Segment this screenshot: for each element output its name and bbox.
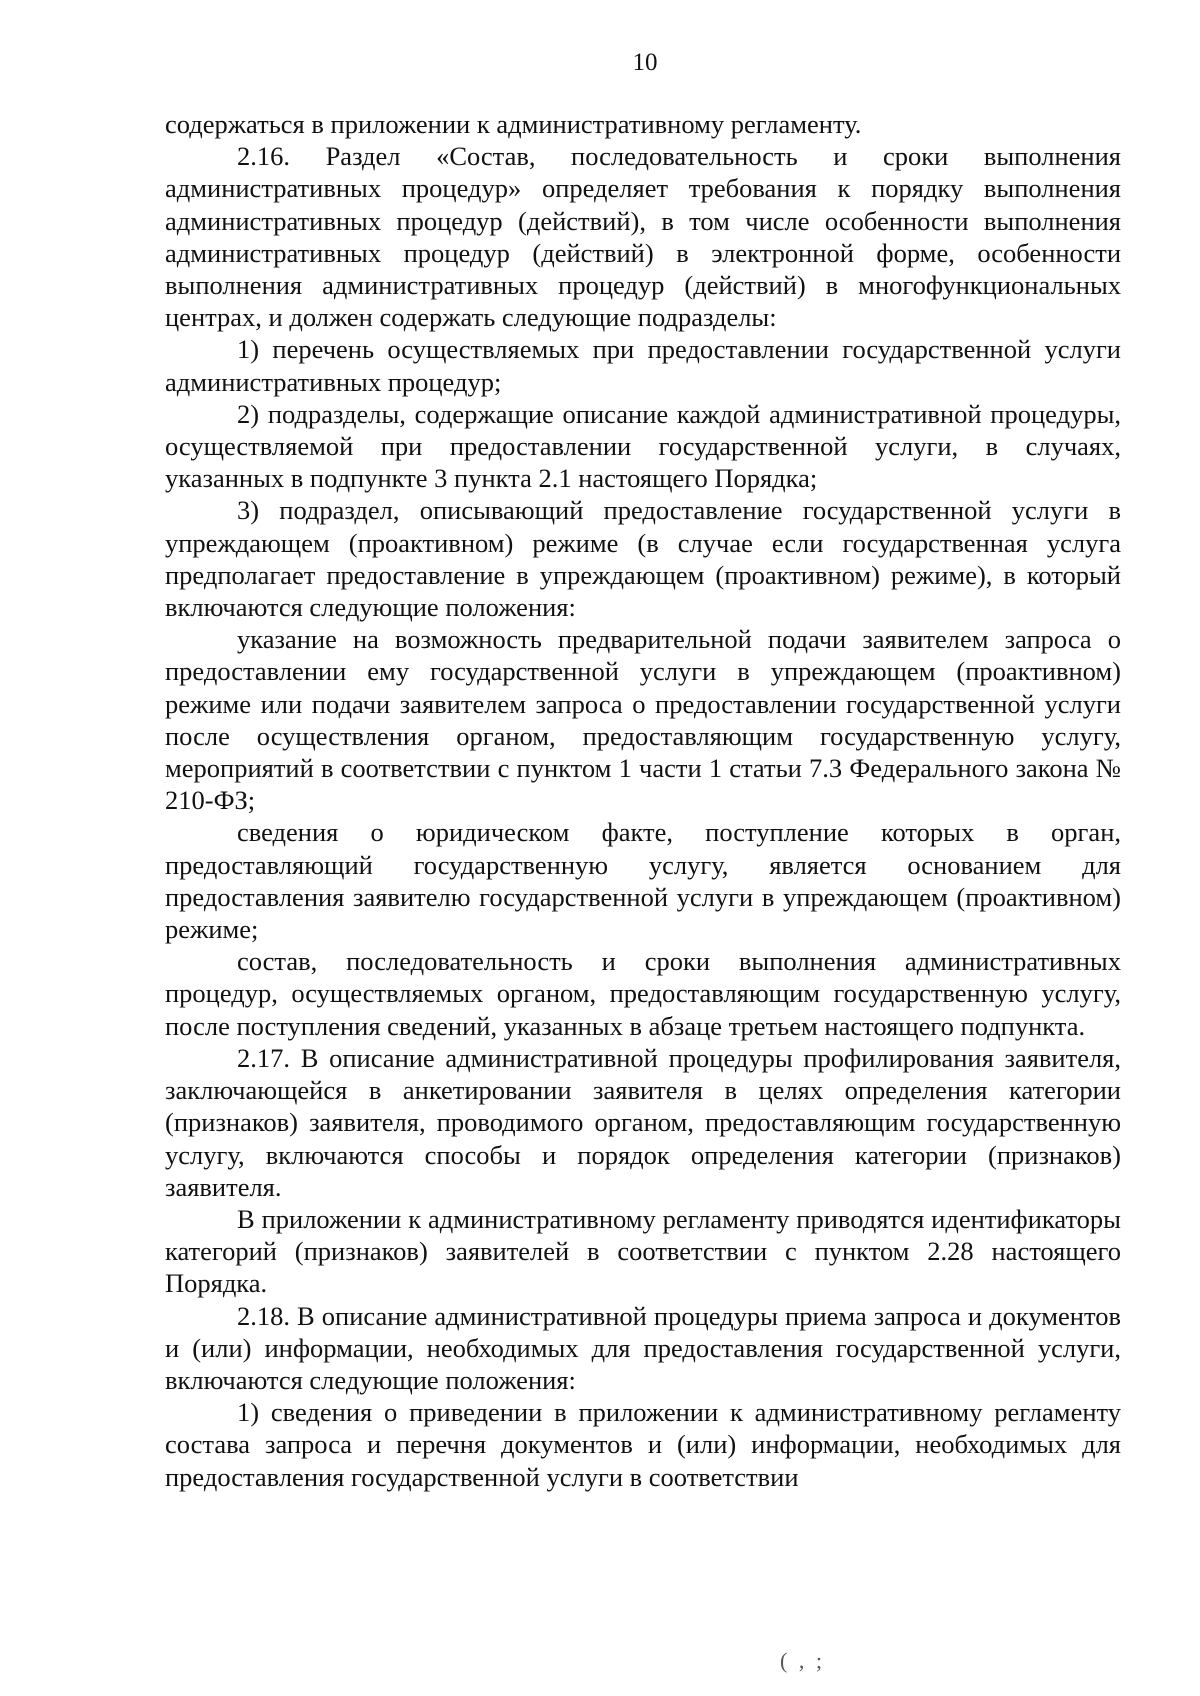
paragraph: 1) перечень осуществляемых при предоставлении государственной услуги административных процедур; bbox=[165, 334, 1121, 397]
paragraph: В приложении к административному регламенту приводятся идентификаторы категорий (признаков) заявителей в соответствии с пунктом 2.28 настоящего Порядка. bbox=[165, 1203, 1121, 1299]
paragraph: 2.18. В описание административной процедуры приема запроса и документов и (или) информации, необходимых для предоставления государственной услуги, включаются следующие положения: bbox=[165, 1300, 1121, 1395]
paragraph: 1) сведения о приведении в приложении к административному регламенту состава запроса и перечня документов и (или) информации, необходимых для предоставления государственной услуги в соответствии bbox=[165, 1397, 1121, 1492]
paragraph: 2.16. Раздел «Состав, последовательность и сроки выполнения административных процедур» определяет требования к порядку выполнения административных процедур (действий), в том числе особенности выполнения административных процедур (действий) в электронной форме, особенности выполнения административных процедур (действий) в многофункциональных центрах, и должен содержать следующие подразделы: bbox=[165, 141, 1121, 333]
paragraph: указание на возможность предварительной подачи заявителем запроса о предоставлении ему государственной услуги в упреждающем (проактивном) режиме или подачи заявителем запроса о предоставлении государственной услуги после осуществления органом, предоставляющим государственную услугу, мероприятий в соответствии с пунктом 1 части 1 статьи 7.3 Федерального закона № 210-ФЗ; bbox=[165, 624, 1121, 816]
paragraph: сведения о юридическом факте, поступление которых в орган, предоставляющий государственную услугу, является основанием для предоставления заявителю государственной услуги в упреждающем (проактивном) режиме; bbox=[165, 817, 1121, 945]
paragraph: состав, последовательность и сроки выполнения административных процедур, осуществляемых органом, предоставляющим государственную услугу, после поступления сведений, указанных в абзаце третьем настоящего подпункта. bbox=[165, 946, 1121, 1041]
document-body bbox=[165, 108, 1121, 1493]
paragraph: 3) подраздел, описывающий предоставление государственной услуги в упреждающем (проактивном) режиме (в случае если государственная услуга предполагает предоставление в упреждающем (проактивном) режиме), в который включаются следующие положения: bbox=[165, 495, 1121, 623]
paragraph: 2) подразделы, содержащие описание каждой административной процедуры, осуществляемой при предоставлении государственной услуги, в случаях, указанных в подпункте 3 пункта 2.1 настоящего Порядка; bbox=[165, 398, 1121, 494]
paragraph: 2.17. В описание административной процедуры профилирования заявителя, заключающейся в анкетировании заявителя в целях определения категории (признаков) заявителя, проводимого органом, предоставляющим государственную услугу, включаются способы и порядок определения категории (признаков) заявителя. bbox=[165, 1042, 1121, 1202]
page-number: 10 bbox=[632, 49, 658, 76]
paragraph: содержаться в приложении к административному регламенту. bbox=[165, 109, 862, 139]
scan-artifact: ( , ; bbox=[780, 1648, 825, 1673]
